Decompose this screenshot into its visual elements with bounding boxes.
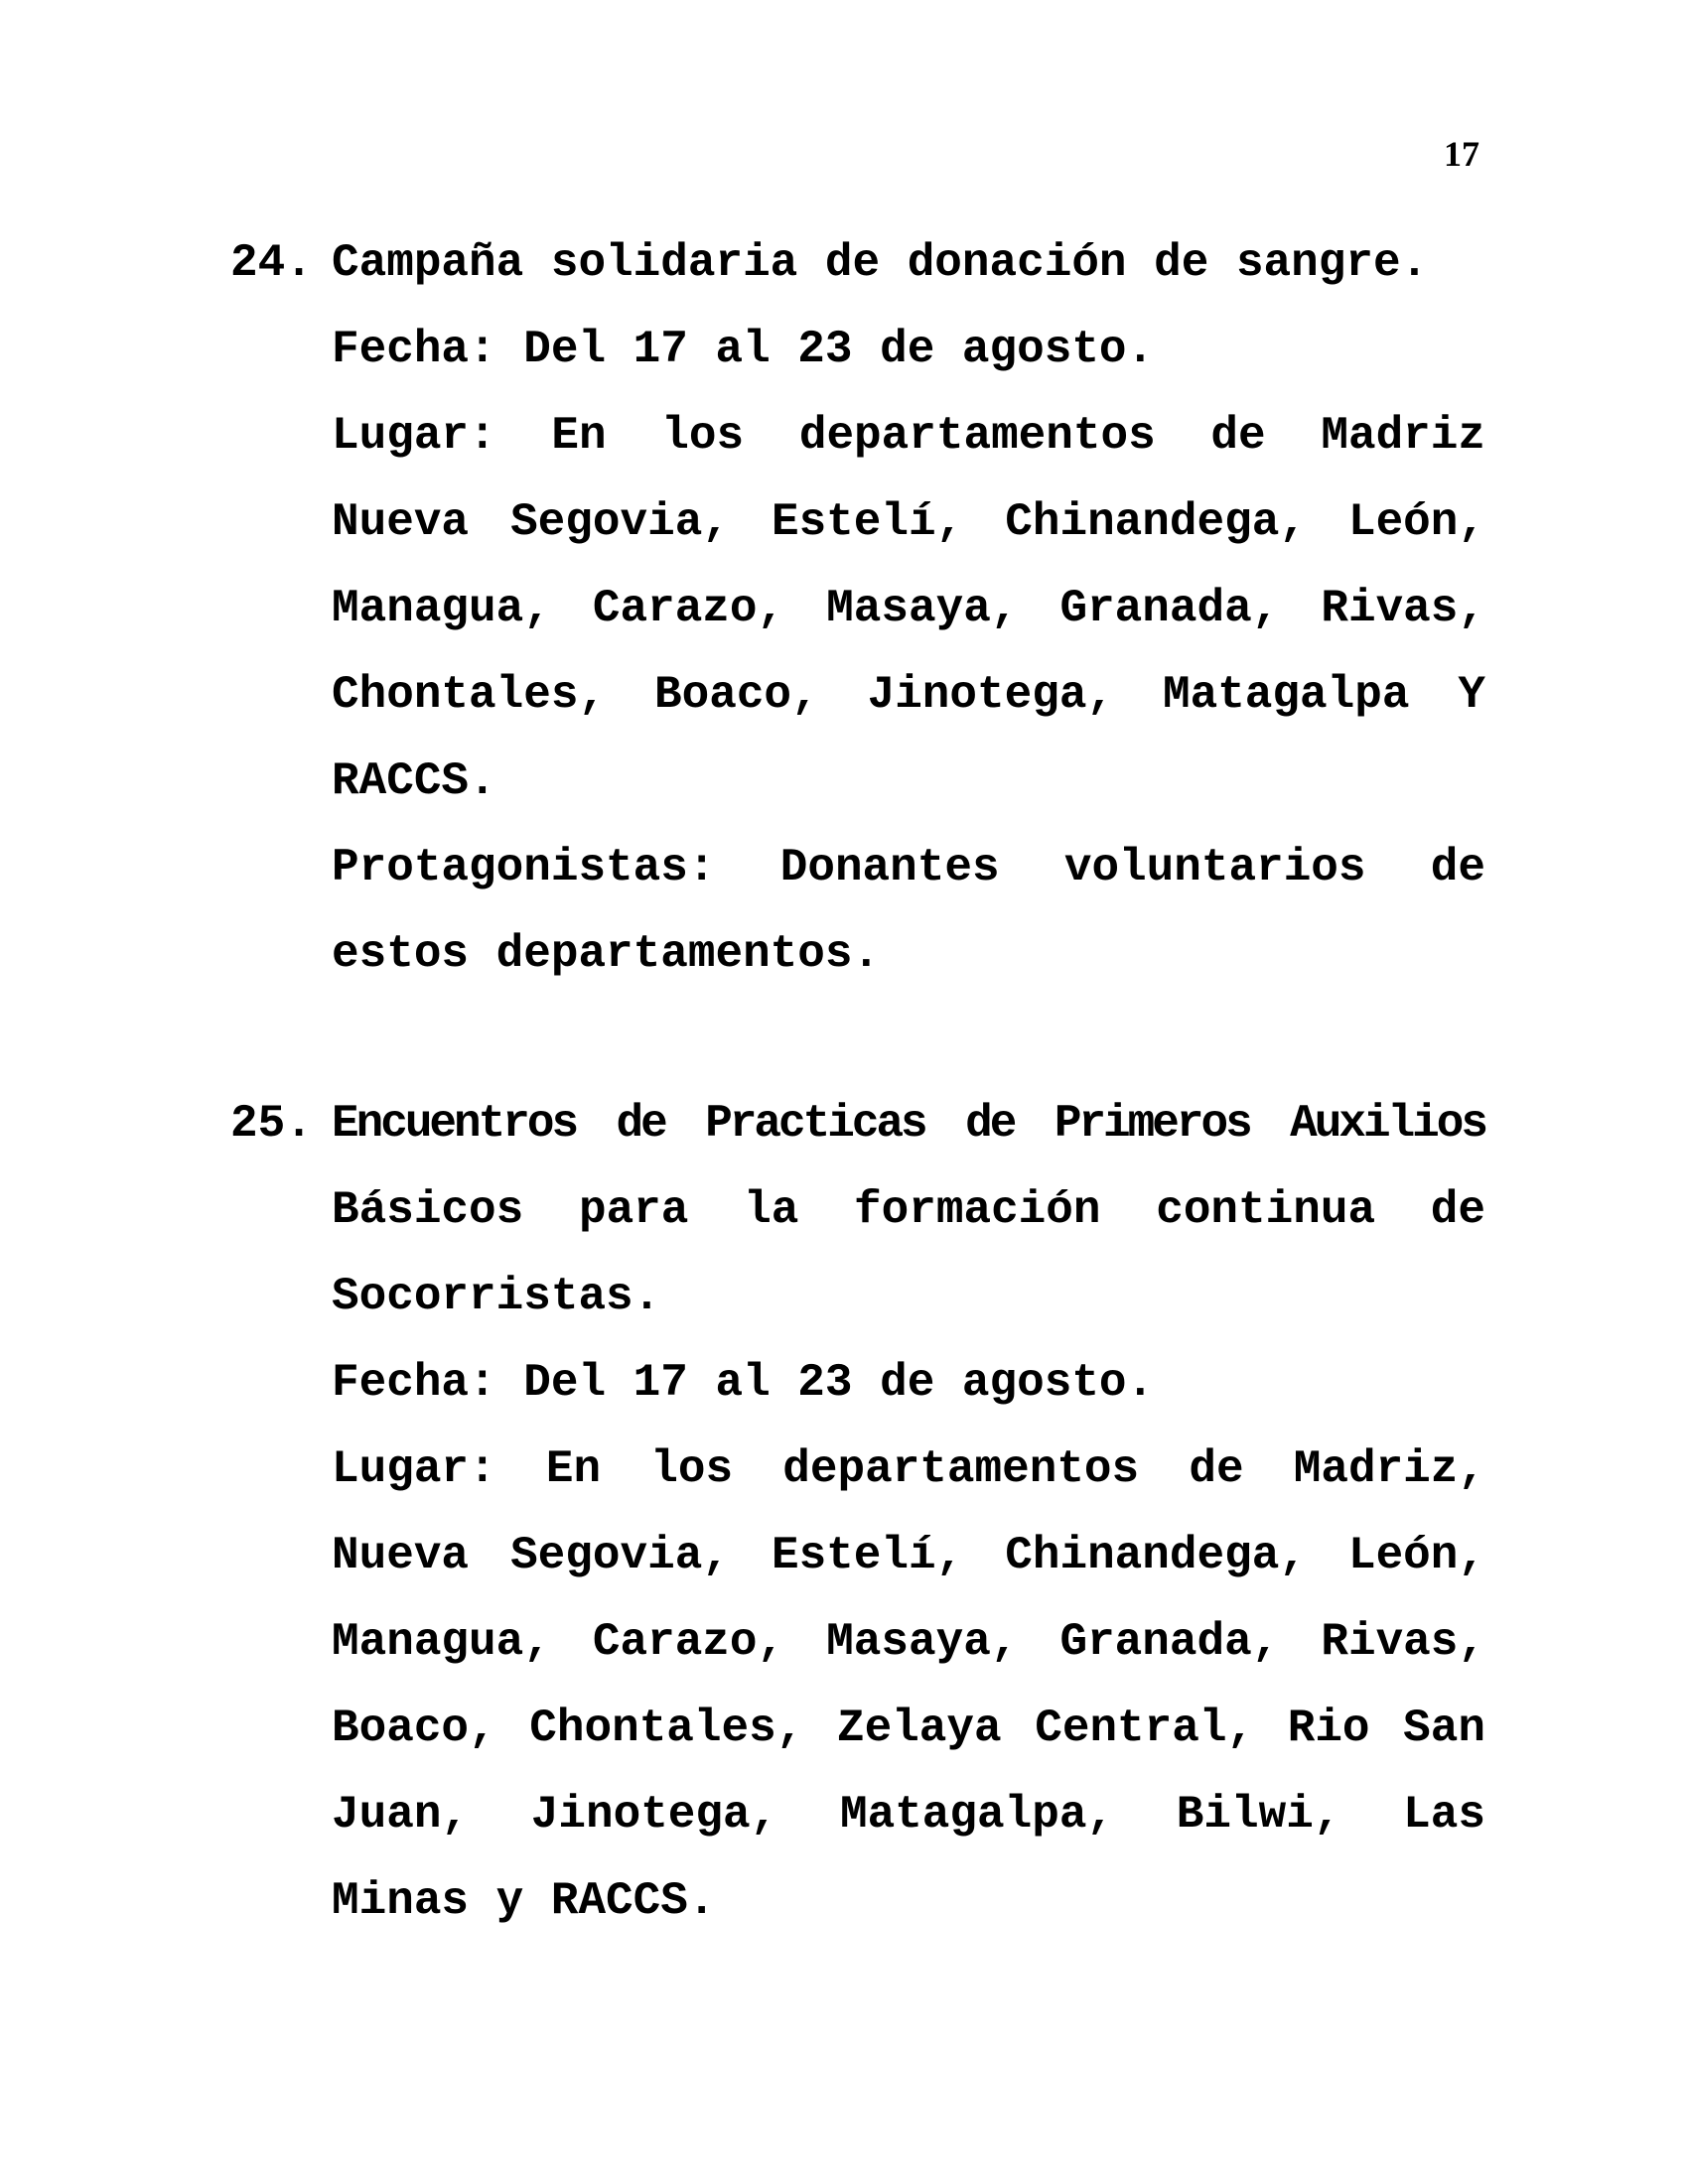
item-body	[332, 1081, 1485, 1945]
item-title-line1: Encuentros de Practicas de Primeros Auxilios	[332, 1098, 1485, 1150]
item-title	[332, 1081, 1485, 1340]
item-number: 24.	[230, 237, 313, 289]
item-date: Fecha: Del 17 al 23 de agosto.	[332, 1357, 1155, 1409]
item-body	[332, 220, 1485, 998]
page-number: 17	[1444, 134, 1479, 174]
item-title: Campaña solidaria de donación de sangre.	[332, 237, 1429, 289]
item-number: 25.	[230, 1098, 313, 1150]
item-participants: Protagonistas: Donantes voluntarios de estos departamentos.	[332, 842, 1485, 980]
item-location: Lugar: En los departamentos de Madriz Nueva Segovia, Estelí, Chinandega, León, Managua, Carazo, Masaya, Granada, Rivas, Chontales, Boaco, Jinotega, Matagalpa Y RACCS.	[332, 410, 1485, 807]
item-title-rest: Básicos para la formación continua de Socorristas.	[332, 1184, 1485, 1322]
item-date: Fecha: Del 17 al 23 de agosto.	[332, 324, 1155, 375]
list-item-25	[230, 1081, 1485, 1945]
item-location: Lugar: En los departamentos de Madriz, Nueva Segovia, Estelí, Chinandega, León, Managua, Carazo, Masaya, Granada, Rivas, Boaco, Chontales, Zelaya Central, Rio San Juan, Jinotega, Matagalpa, Bilwi, Las Minas y RACCS.	[332, 1443, 1485, 1927]
list-item-24	[230, 220, 1485, 998]
